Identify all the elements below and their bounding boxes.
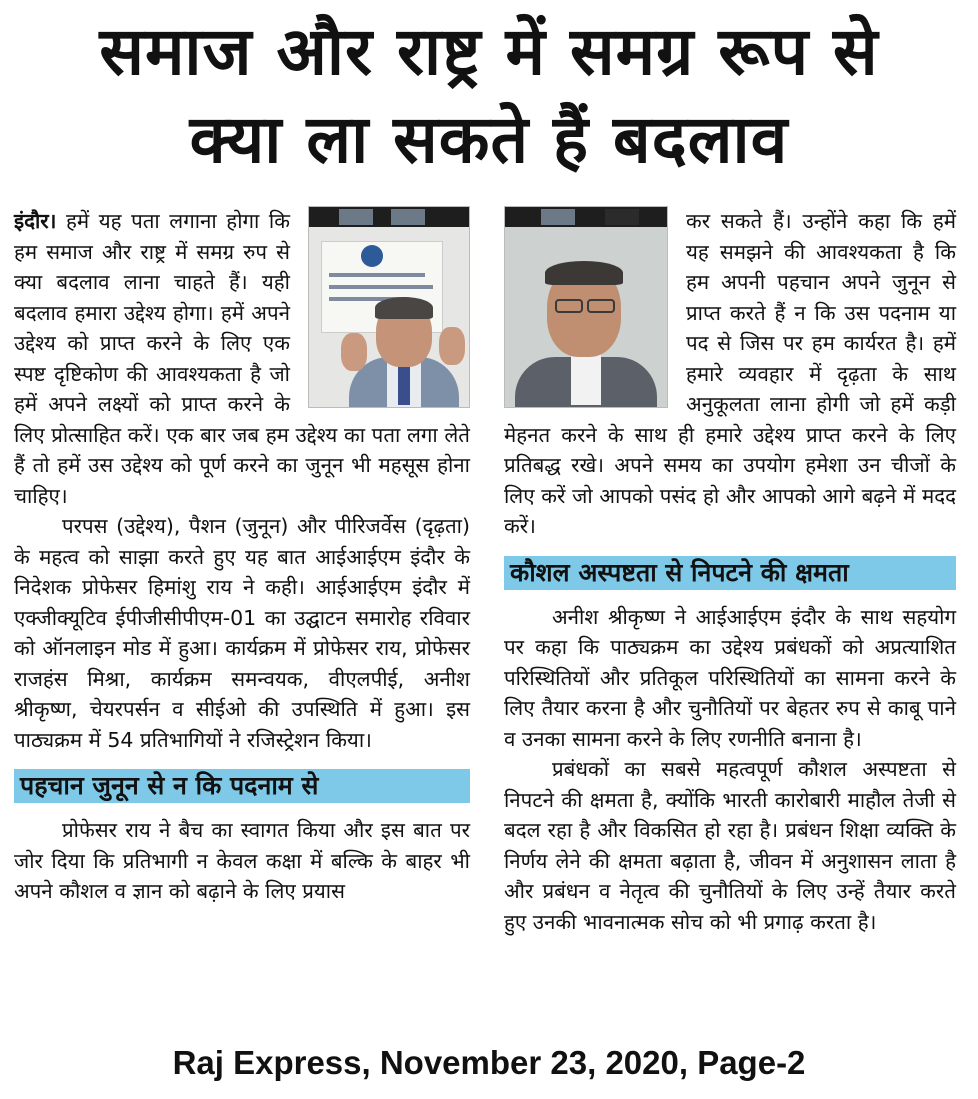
right-paragraph-2: अनीश श्रीकृष्ण ने आईआईएम इंदौर के साथ सहयोग पर कहा कि पाठ्यक्रम का उद्देश्य प्रबंधकों को अप्रत्याशित परिस्थितियों और प्रतिकूल परिस्थितियों का सामना करने के लिए तैयार करना है और चुनौतियों पर बेहतर रुप से काबू पाने व उनका सामना करने के लिए रणनीति बनाना है। [504, 604, 956, 751]
source-caption: Raj Express, November 23, 2020, Page-2 [172, 1044, 806, 1081]
subhead-identity: पहचान जुनून से न कि पदनाम से [14, 769, 470, 803]
headline-line-1: समाज और राष्ट्र में समग्र रूप से [99, 13, 879, 90]
left-paragraph-1: हमें यह पता लगाना होगा कि हम समाज और राष्ट्र में समग्र रुप से क्या बदलाव लाना चाहते हैं। यही बदलाव हमारा उद्देश्य होगा। हमें अपने उद्देश्य को प्राप्त करने के लिए एक स्पष्ट दृष्टिकोण की आवश्यकता है जो हमें अपने लक्ष्यों को प्राप्त करने के लिए प्रोत्साहित करें। एक बार जब हम उद्देश्य का पता लगा लेते हैं तो हमें उस उद्देश्य को पूर्ण करने का जुनून भी महसूस होना चाहिए। [14, 209, 470, 508]
photo-anish-srikrishna [504, 206, 668, 408]
left-column [14, 206, 470, 907]
headline-line-2: क्या ला सकते हैं बदलाव [189, 101, 789, 178]
right-paragraph-1: कर सकते हैं। उन्होंने कहा कि हमें यह समझने की आवश्यकता है कि हम अपनी पहचान अपने जुनून से प्राप्त करते हैं न कि उस पदनाम या पद से जिस पर हम कार्यरत है। हमें हमारे व्यवहार में दृढ़ता के साथ अनुकूलता लाना होगी जो हमें कड़ी मेहनत करने के साथ ही हमारे उद्देश्य प्राप्त करने के लिए प्रतिबद्ध रखे। अपने समय का उपयोग हमेशा उन चीजों के लिए करें जो आपको पसंद हो और आपको आगे बढ़ने में मदद करें। [504, 209, 956, 538]
right-paragraph-3: प्रबंधकों का सबसे महत्वपूर्ण कौशल अस्पष्टता से निपटने की क्षमता है, क्योंकि भारती कारोबारी माहौल तेजी से बदल रहा है और विकसित हो रहा है। प्रबंधन शिक्षा व्यक्ति के निर्णय लेने की क्षमता बढ़ाता है, जीवन में अनुशासन लाता है और प्रबंधन व नेतृत्व की चुनौतियों के लिए उन्हें तैयार करते हुए उनकी भावनात्मक सोच को भी प्रगाढ़ करता है। [504, 757, 956, 934]
headline [0, 8, 978, 184]
dateline: इंदौर। [14, 209, 57, 233]
subhead-skill: कौशल अस्पष्टता से निपटने की क्षमता [504, 556, 956, 590]
right-column [504, 206, 956, 937]
photo-professor-rai [308, 206, 470, 408]
left-paragraph-3: प्रोफेसर राय ने बैच का स्वागत किया और इस बात पर जोर दिया कि प्रतिभागी न केवल कक्षा में बल्कि के बाहर भी अपने कौशल व ज्ञान को बढ़ाने के लिए प्रयास [14, 818, 470, 903]
left-paragraph-2: परपस (उद्देश्य), पैशन (जुनून) और पीरिजर्वेस (दृढ़ता) के महत्व को साझा करते हुए यह बात आईआईएम इंदौर के निदेशक प्रोफेसर हिमांशु राय ने कही। आईआईएम इंदौर में एक्जीक्यूटिव ईपीजीसीपीएम-01 का उद्घाटन समारोह रविवार को ऑनलाइन मोड में हुआ। कार्यक्रम में प्रोफेसर राय, प्रोफेसर राजहंस मिश्रा, कार्यक्रम समन्वयक, वीएलपीई, अनीश श्रीकृष्ण, चेयरपर्सन व सीईओ की उपस्थिति में हुआ। इस पाठ्यक्रम में 54 प्रतिभागियों ने रजिस्ट्रेशन किया। [14, 514, 470, 752]
